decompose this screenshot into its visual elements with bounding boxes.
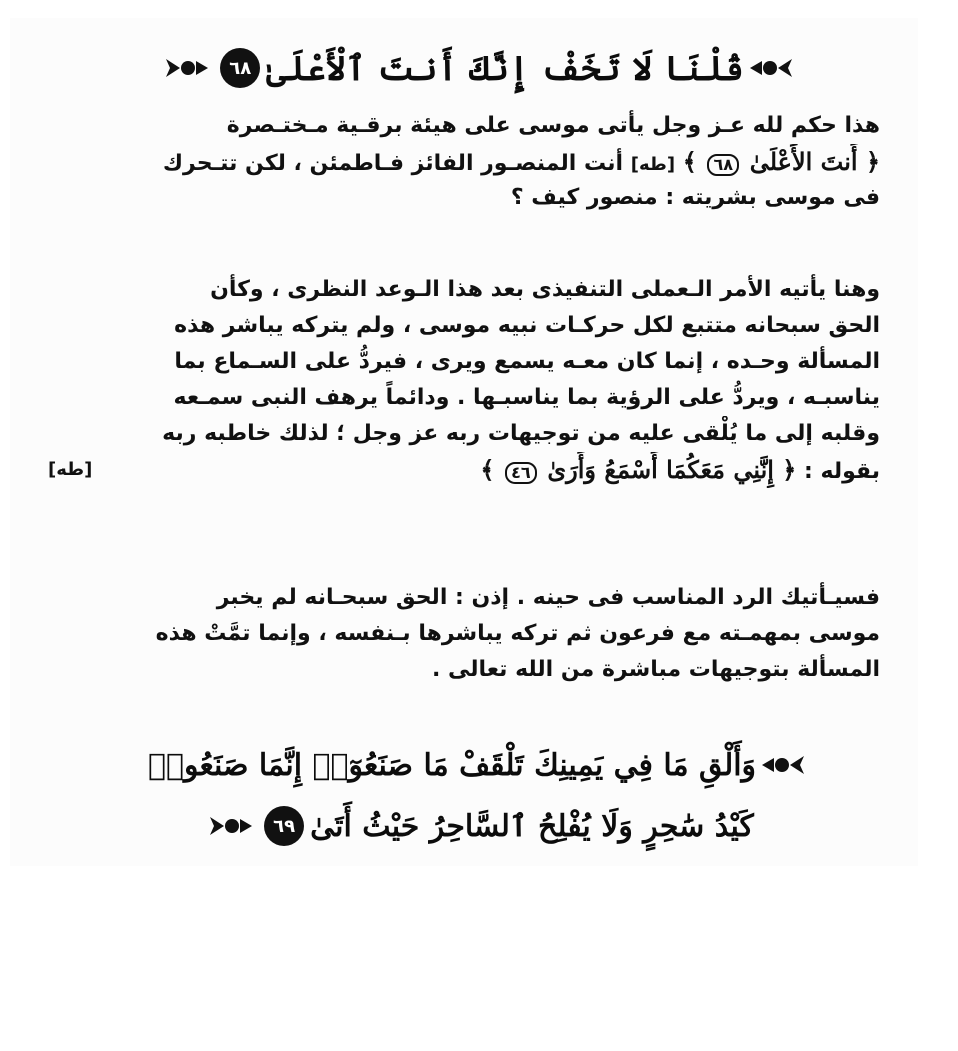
text-line-with-verse — [48, 144, 880, 180]
text-line: وقلبه إلى ما يُلْقى عليه من توجيهات ربه عز وجل ؛ لذلك خاطبه ربه — [162, 421, 880, 446]
ornament-right-icon — [760, 750, 806, 780]
ornament-right-icon — [748, 53, 794, 83]
paragraph-2 — [48, 272, 880, 488]
ayah-number-badge: ٦٩ — [264, 806, 304, 846]
text-line: الحق سبحانه متتبع لكل حركـات نبيه موسى ، ولم يتركه يباشر هذه — [174, 313, 880, 338]
ornament-left-icon — [208, 811, 254, 841]
paragraph-3 — [48, 580, 880, 688]
inline-verse-close: ﴾ — [682, 147, 697, 176]
text-line-with-verse — [48, 452, 880, 488]
text-line: موسى بمهمـته مع فرعون ثم تركه يباشرها بـنفسه ، وإنما تمَّتْ هذه — [155, 621, 880, 646]
text-fragment: بقوله : — [804, 459, 880, 484]
text-fragment: أنت المنصـور الفائز فـاطمئن ، لكن تتـحرك — [162, 151, 624, 176]
inline-verse: ﴿ إِنَّنِي مَعَكُمَا أَسْمَعُ وَأَرَىٰ — [547, 455, 797, 484]
surah-reference: [طه] — [48, 459, 93, 480]
surah-reference: [طه] — [630, 154, 676, 175]
text-line: فسيـأتيك الرد المناسب فى حينه . إذن : الحق سبحـانه لم يخبر — [216, 585, 880, 610]
inline-verse-close: ﴾ — [480, 455, 495, 484]
text-line: وهنا يأتيه الأمر الـعملى التنفيذى بعد هذا الـوعد النظرى ، وكأن — [210, 277, 880, 302]
inline-verse: ﴿ أَنتَ الأَعْلَىٰ — [749, 147, 880, 176]
text-line: المسألة بتوجيهات مباشرة من الله تعالى . — [431, 657, 880, 682]
header-verse-text: قُلْنَا لَا تَخَفْ إِنَّكَ أَنتَ ٱلْأَعْلَىٰ — [266, 48, 744, 89]
footer-verse-text: كَيْدُ سَٰحِرٍ وَلَا يُفْلِحُ ٱلسَّاحِرُ حَيْثُ أَتَىٰ — [310, 808, 754, 844]
footer-verse-line-2 — [40, 798, 918, 854]
text-line: هذا حكم لله عـز وجل يأتى موسى على هيئة برقـية مـختـصرة — [226, 113, 880, 138]
header-verse — [40, 40, 918, 96]
inline-ayah-number: ٤٦ — [505, 462, 537, 484]
paragraph-1 — [48, 108, 880, 216]
text-line: فى موسى بشريته : منصور كيف ؟ — [510, 185, 880, 210]
ornament-left-icon — [164, 53, 210, 83]
footer-verse-line-1 — [40, 738, 918, 792]
inline-ayah-number: ٦٨ — [707, 154, 739, 176]
text-line: يناسبـه ، ويردُّ على الرؤية بما يناسبـها . ودائماً يرهف النبى سمـعه — [173, 385, 880, 410]
footer-verse-text: وَأَلْقِ مَا فِي يَمِينِكَ تَلْقَفْ مَا صَنَعُوٓا۟ إِنَّمَا صَنَعُوا۟ — [147, 747, 757, 783]
ayah-number-badge: ٦٨ — [220, 48, 260, 88]
text-line: المسألة وحـده ، إنما كان معـه يسمع ويرى ، فيردُّ على السـماع بما — [174, 349, 880, 374]
